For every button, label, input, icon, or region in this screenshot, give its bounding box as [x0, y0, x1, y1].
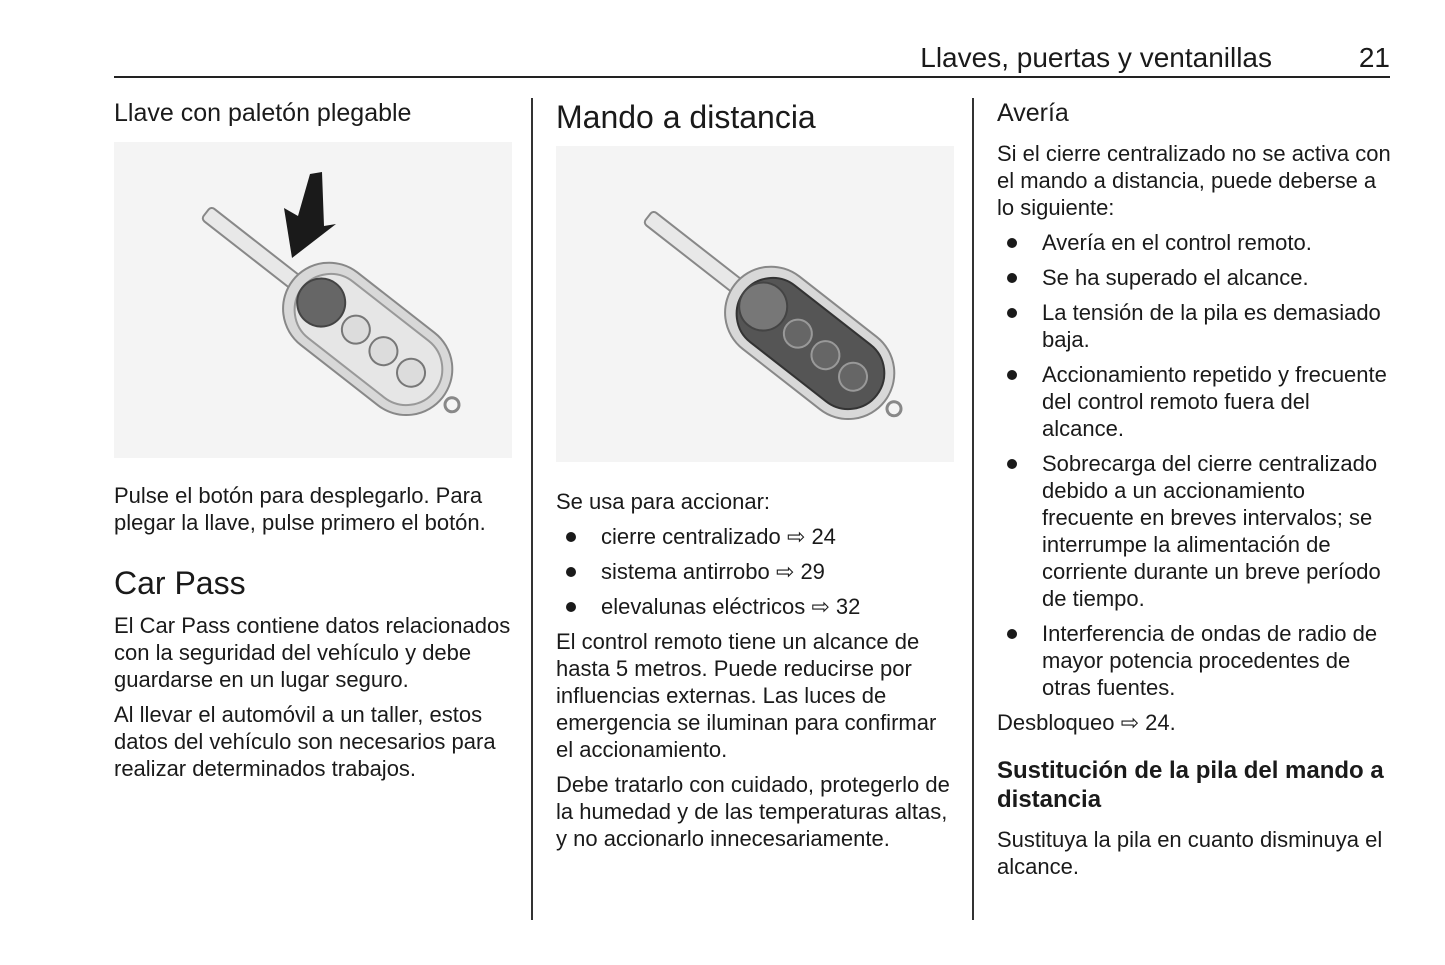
page-ref-arrow-icon: ⇨ [775, 559, 795, 584]
column-right [997, 96, 1395, 888]
bullet-icon [1007, 459, 1017, 469]
list-item: Accionamiento repetido y frecuente del control remoto fuera del alcance. [997, 361, 1395, 442]
page-ref[interactable]: 29 [800, 559, 825, 584]
fault-causes-list [997, 229, 1395, 701]
list-item: La tensión de la pila es demasiado baja. [997, 299, 1395, 353]
list-item: Se ha superado el alcance. [997, 264, 1395, 291]
unlock-reference: Desbloqueo ⇨ 24. [997, 710, 1176, 735]
page-ref[interactable]: 24. [1145, 710, 1176, 735]
list-item: Interferencia de ondas de radio de mayor potencia procedentes de otras fuentes. [997, 620, 1395, 701]
remote-uses-list [556, 523, 954, 620]
bullet-icon [566, 602, 576, 612]
remote-key-illustration [556, 146, 954, 462]
bullet-icon [1007, 308, 1017, 318]
section-title-car-pass: Car Pass [114, 565, 246, 601]
remote-key-figure [556, 146, 954, 462]
list-item: elevalunas eléctricos ⇨ 32 [556, 593, 954, 620]
remote-intro: Se usa para accionar: [556, 489, 771, 514]
page-ref[interactable]: 24 [811, 524, 836, 549]
page-ref-arrow-icon: ⇨ [811, 594, 830, 619]
page-header [114, 40, 1390, 78]
section-heading-fault: Avería [997, 99, 1069, 127]
figure-caption: Pulse el botón para desplegarlo. Para plegar la llave, pulse primero el botón. [114, 483, 486, 535]
column-divider [972, 98, 974, 920]
page-ref[interactable]: 32 [835, 594, 861, 619]
bullet-icon [1007, 370, 1017, 380]
page-number: 21 [1358, 42, 1390, 73]
bullet-icon [1007, 273, 1017, 283]
column-left [114, 96, 512, 790]
section-heading-folding-key: Llave con paletón plegable [114, 99, 412, 127]
section-title-remote: Mando a distancia [556, 99, 816, 135]
list-item: sistema antirrobo ⇨ 29 [556, 558, 954, 585]
bullet-icon [566, 532, 576, 542]
list-item: Sobrecarga del cierre centralizado debido a un accionamiento frecuente en breves intervalos; se interrumpe la alimentación de corriente durante un breve período de tiempo. [997, 450, 1395, 612]
page-ref-arrow-icon: ⇨ [1120, 710, 1139, 735]
section-heading-battery: Sustitución de la pila del mando a distancia [997, 757, 1384, 813]
fault-intro: Si el cierre centralizado no se activa con el mando a distancia, puede deberse a lo siguiente: [997, 141, 1391, 220]
bullet-icon [1007, 238, 1017, 248]
car-pass-paragraph-1: El Car Pass contiene datos relacionados con la seguridad del vehículo y debe guardarse en un lugar seguro. [114, 613, 511, 692]
remote-range-paragraph: El control remoto tiene un alcance de hasta 5 metros. Puede reducirse por influencias externas. Las luces de emergencia se iluminan para confirmar el accionamiento. [556, 629, 937, 762]
remote-care-paragraph: Debe tratarlo con cuidado, protegerlo de la humedad y de las temperaturas altas, y no accionarlo innecesariamente. [556, 772, 950, 851]
list-item: Avería en el control remoto. [997, 229, 1395, 256]
car-pass-paragraph-2: Al llevar el automóvil a un taller, estos datos del vehículo son necesarios para realizar determinados trabajos. [114, 702, 496, 781]
folding-key-figure [114, 142, 512, 458]
chapter-title: Llaves, puertas y ventanillas [920, 42, 1272, 73]
column-divider [531, 98, 533, 920]
bullet-icon [1007, 629, 1017, 639]
battery-paragraph: Sustituya la pila en cuanto disminuya el alcance. [997, 827, 1383, 879]
column-middle [556, 96, 954, 860]
bullet-icon [566, 567, 576, 577]
page-ref-arrow-icon: ⇨ [786, 524, 806, 549]
list-item: cierre centralizado ⇨ 24 [556, 523, 954, 550]
folding-key-illustration [114, 142, 512, 458]
